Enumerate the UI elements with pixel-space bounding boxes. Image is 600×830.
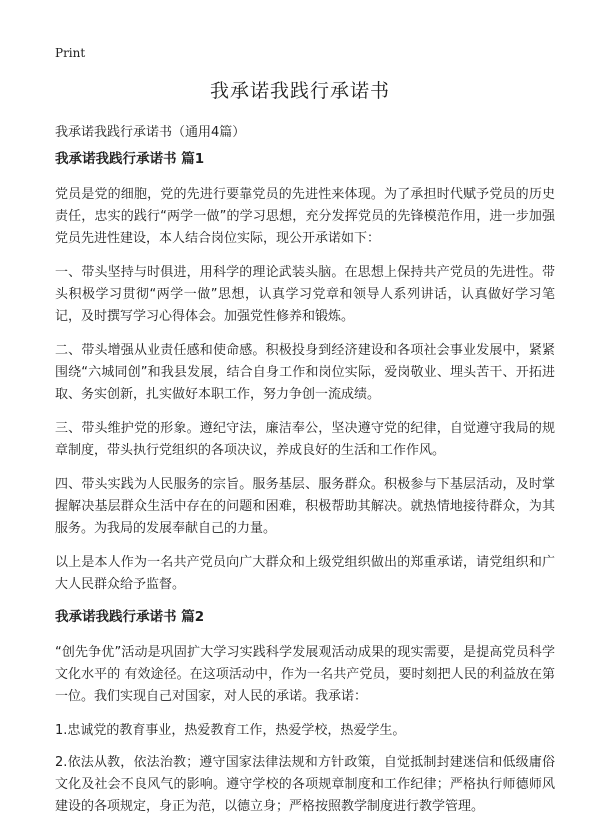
paragraph: 以上是本人作为一名共产党员向广大群众和上级党组织做出的郑重承诺，请党组织和广大人民群众给予监督。 [55,555,555,592]
paragraph: “创先争优”活动是巩固扩大学习实践科学发展观活动成果的现实需要，是提高党员科学文化水平的 有效途径。在这项活动中，作为一名共产党员，要时刻把人民的利益放在第一位。我们实现自己对国家，对人民的承诺。我承诺： [55,645,555,704]
paragraph: 三、带头维护党的形象。遵纪守法，廉洁奉公，坚决遵守党的纪律，自觉遵守我局的规章制度，带头执行党组织的各项决议，养成良好的生活和工作作风。 [55,421,555,458]
document-body [55,150,555,830]
section-1 [55,150,555,596]
paragraph: 四、带头实践为人民服务的宗旨。服务基层、服务群众。积极参与下基层活动，及时掌握解决基层群众生活中存在的问题和困难，积极帮助其解决。就热情地接待群众，为其服务。为我局的发展奉献自己的力量。 [55,477,555,536]
document-title: 我承诺我践行承诺书 [209,80,390,102]
paragraph: 2.依法从教，依法治教；遵守国家法律法规和方针政策，自觉抵制封建迷信和低级庸俗文化及社会不良风气的影响。遵守学校的各项规章制度和工作纪律；严格执行师德师风建设的各项规定，身正为范，以德立身；严格按照教学制度进行教学管理。 [55,755,555,814]
paragraph: 二、带头增强从业责任感和使命感。积极投身到经济建设和各项社会事业发展中，紧紧围绕“六城同创”和我县发展，结合自身工作和岗位实际，爱岗敬业、埋头苦干、开拓进取、务实创新，扎实做好本职工作，努力争创一流成绩。 [55,343,555,402]
paragraph: 1.忠诚党的教育事业，热爱教育工作，热爱学校，热爱学生。 [55,723,406,738]
section-2 [55,608,555,818]
section-heading: 我承诺我践行承诺书 篇1 [55,151,205,167]
print-link[interactable]: Print [55,46,86,60]
paragraph: 一、带头坚持与时俱进，用科学的理论武装头脑。在思想上保持共产党员的先进性。带头积极学习贯彻“两学一做”思想，认真学习党章和领导人系列讲话，认真做好学习笔记，及时撰写学习心得体会。加强党性修养和锻炼。 [55,265,555,324]
paragraph: 党员是党的细胞，党的先进行要靠党员的先进性来体现。为了承担时代赋予党员的历史责任，忠实的践行“两学一做”的学习思想，充分发挥党员的先锋模范作用，进一步加强党员先进性建设，本人结合岗位实际，现公开承诺如下： [55,187,555,246]
document-subtitle: 我承诺我践行承诺书（通用4篇） [55,125,246,140]
section-heading: 我承诺我践行承诺书 篇2 [55,609,205,625]
